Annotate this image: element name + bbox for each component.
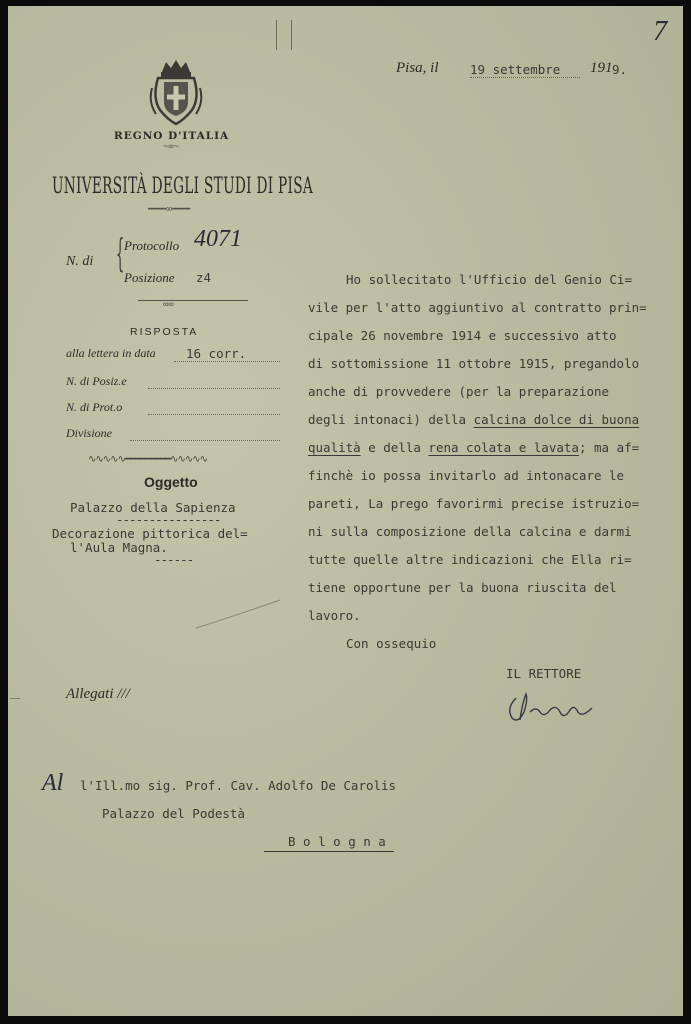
body-line-6 [308, 412, 639, 427]
body-line-10: ni sulla composizione della calcina e darmi [308, 524, 632, 539]
pencil-mark [276, 20, 292, 50]
royal-crest-icon [148, 58, 204, 126]
divisione-label: Divisione [66, 426, 112, 440]
date-day-month: 19 settembre [470, 62, 580, 78]
posizione-number: z4 [196, 270, 212, 285]
body-line-11: tutte quelle altre indicazioni che Ella ri= [308, 552, 632, 567]
oggetto-line-1: Palazzo della Sapienza [70, 500, 236, 515]
page-number-mark: 7 [653, 16, 667, 47]
rena-underlined: rena colata e lavata [428, 440, 579, 455]
prot-line [148, 414, 280, 415]
body-line-6a: degli intonaci) della [308, 412, 474, 427]
margin-tick [10, 698, 20, 699]
oggetto-heading: Oggetto [144, 474, 198, 490]
ornament-tiny: ∞∞ [163, 300, 174, 310]
n-di-label: N. di [66, 254, 94, 269]
protocol-brace: { [115, 231, 125, 275]
rector-signature [504, 690, 600, 726]
body-line-12: tiene opportune per la buona riuscita del [308, 580, 617, 595]
oggetto-underline-1: ---------------- [116, 512, 221, 527]
body-line-7d: ; ma af= [578, 440, 640, 455]
allegati: Allegati /// [66, 686, 130, 702]
posizione-label: Posizione [124, 270, 175, 285]
protocollo-label: Protocollo [124, 238, 180, 253]
date-year-prefix: 191 [590, 60, 613, 76]
divisione-line [130, 440, 280, 441]
body-line-4: di sottomissione 11 ottobre 1915, pregandolo [308, 356, 640, 371]
body-line-1: Ho sollecitato l'Ufficio del Genio Ci= [346, 272, 632, 287]
body-line-7 [308, 440, 639, 455]
addressee-city: B o l o g n a [264, 834, 394, 852]
protocollo-number: 4071 [194, 226, 242, 252]
body-line-9: pareti, La prego favorirmi precise istruzio= [308, 496, 640, 511]
body-line-8: finchè io possa invitarlo ad intonacare le [308, 468, 625, 483]
oggetto-underline-2: ------ [154, 552, 194, 567]
addressee-line-1: l'Ill.mo sig. Prof. Cav. Adolfo De Carolis [80, 778, 397, 793]
prot-label: N. di Prot.o [66, 400, 123, 414]
pencil-stroke [194, 596, 284, 632]
body-line-5: anche di provvedere (per la preparazione [308, 384, 610, 399]
signer-title: IL RETTORE [506, 666, 582, 681]
calcina-underlined: calcina dolce di buona [473, 412, 640, 427]
protocol-rule [138, 300, 248, 301]
oggetto-line-3: l'Aula Magna. [70, 540, 168, 555]
letter-sheet [8, 6, 683, 1016]
closing: Con ossequio [346, 636, 437, 651]
addressee-prefix: Al [42, 770, 64, 796]
body-line-3: cipale 26 novembre 1914 e successivo atto [308, 328, 617, 343]
date-place: Pisa, il [396, 60, 439, 76]
body-line-2: vile per l'atto aggiuntivo al contratto prin= [308, 300, 647, 315]
ornament-small: ~∞~ [163, 142, 180, 152]
addressee-line-2: Palazzo del Podestà [102, 806, 245, 821]
body-line-13: lavoro. [308, 608, 361, 623]
oggetto-line-2: Decorazione pittorica del= [52, 526, 248, 541]
lettera-date: 16 corr. [174, 346, 280, 362]
qualita-underlined: qualità [308, 440, 361, 455]
risposta-heading: RISPOSTA [130, 326, 199, 338]
university-title: UNIVERSITÀ DEGLI STUDI DI PISA [52, 174, 314, 199]
date-year-digit: 9. [612, 62, 628, 77]
posiz-label: N. di Posiz.e [66, 374, 127, 388]
body-line-7b: e della [360, 440, 429, 455]
lettera-label: alla lettera in data [66, 346, 156, 360]
posiz-line [148, 388, 280, 389]
kingdom-title: REGNO D'ITALIA [114, 130, 230, 142]
ornament-line: ∿∿∿∿∿━━━━━━━━━∿∿∿∿∿ [88, 454, 207, 465]
ornament-divider: ━━━∞━━━ [148, 204, 191, 215]
